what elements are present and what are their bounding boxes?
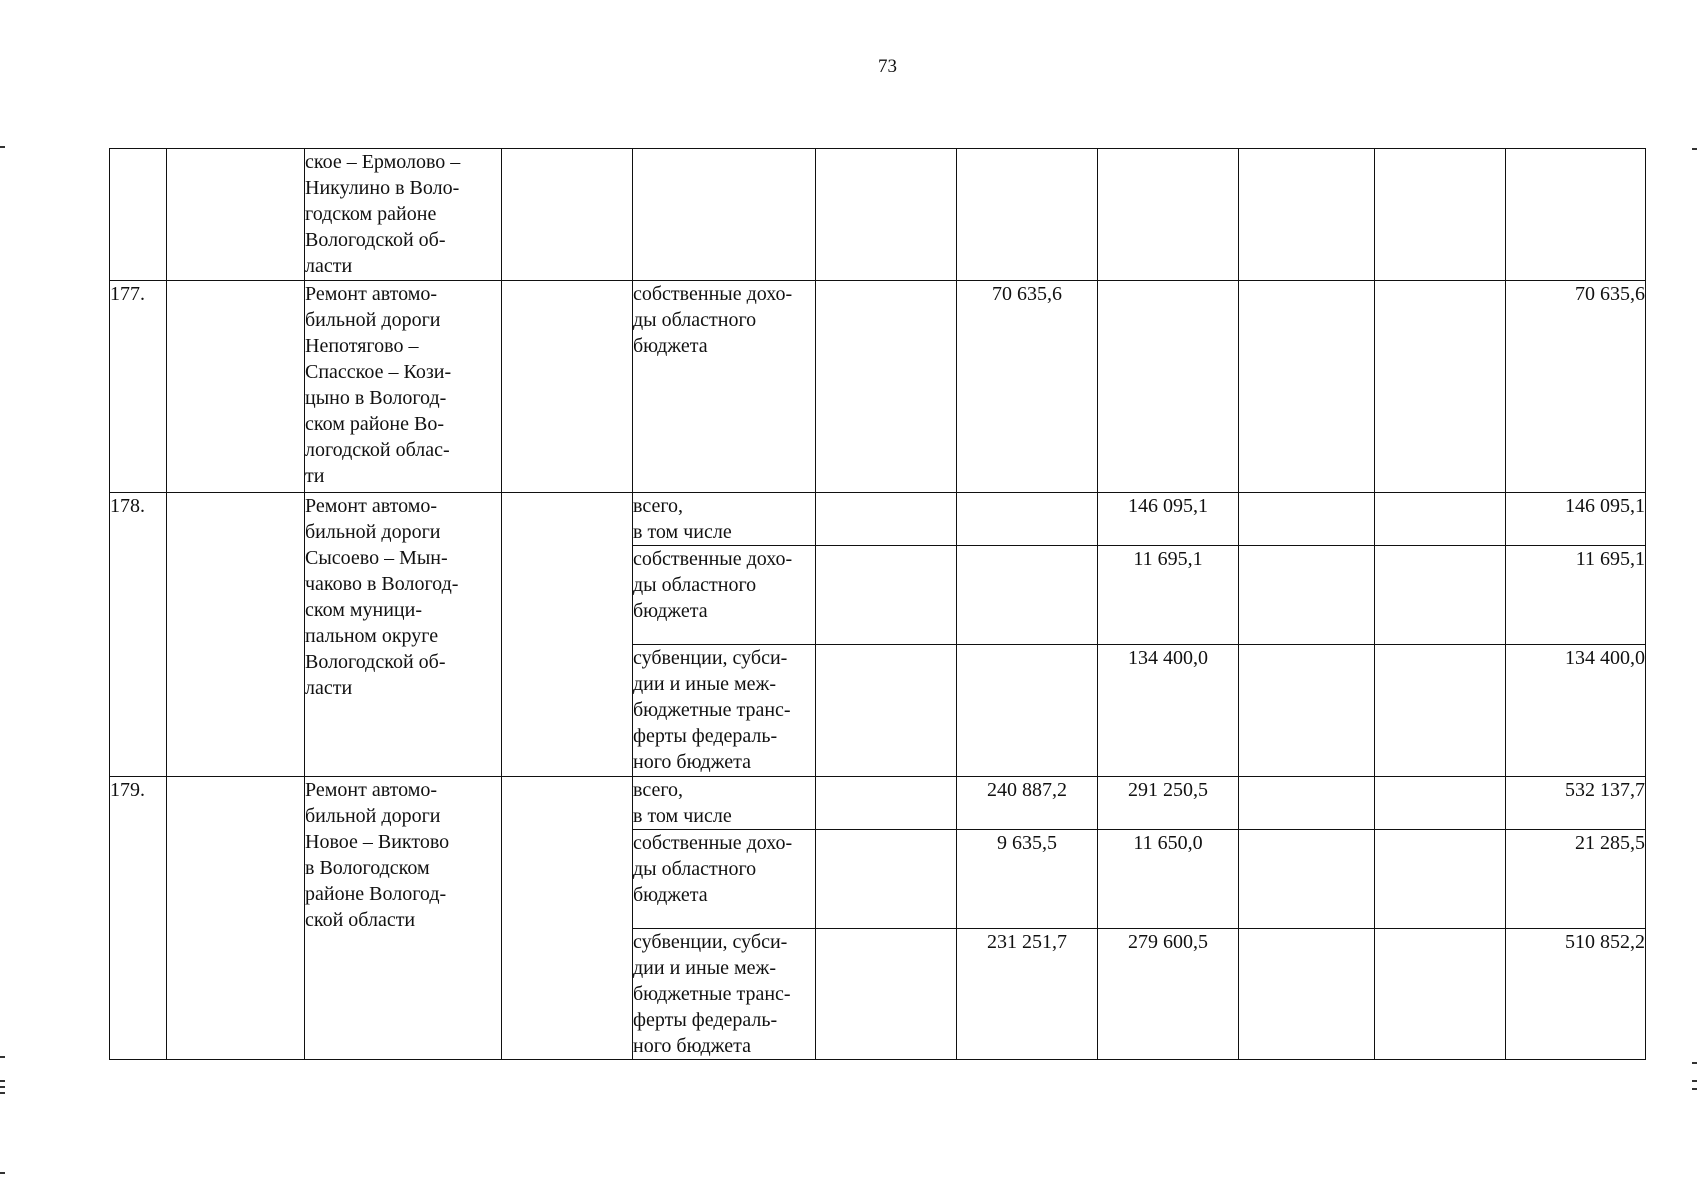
cell-empty xyxy=(957,149,1098,281)
scan-mark xyxy=(0,1092,5,1094)
name-line: чаково в Вологод- xyxy=(305,573,459,595)
source-line: бюджетные транс- xyxy=(633,983,791,1005)
name-line: в Вологодском xyxy=(305,857,430,879)
cell-value-2024: 146 095,1 xyxy=(1098,493,1239,546)
source-line: бюджета xyxy=(633,600,708,622)
cell-object-name xyxy=(305,493,502,777)
cell-empty xyxy=(502,281,633,493)
cell-value-2023: 231 251,7 xyxy=(957,929,1098,1060)
source-line: ного бюджета xyxy=(633,1035,751,1057)
budget-table xyxy=(109,148,1646,1060)
cell-empty xyxy=(816,281,957,493)
cell-total: 532 137,7 xyxy=(1506,777,1646,830)
cell-value-2024: 291 250,5 xyxy=(1098,777,1239,830)
cell-empty xyxy=(1375,149,1506,281)
cell-empty xyxy=(1239,777,1375,830)
name-line: Непотягово – xyxy=(305,335,419,357)
name-line: ласти xyxy=(305,677,353,699)
name-line: ской области xyxy=(305,909,416,931)
cell-empty xyxy=(1506,149,1646,281)
cell-empty xyxy=(1375,281,1506,493)
cell-empty xyxy=(1239,546,1375,645)
source-line: в том числе xyxy=(633,805,732,827)
source-line: дии и иные меж- xyxy=(633,957,777,979)
cell-empty xyxy=(1239,149,1375,281)
cell-number: 179. xyxy=(110,777,167,1060)
table-row-continuation xyxy=(110,149,1646,281)
cell-empty xyxy=(816,777,957,830)
cell-object-name xyxy=(305,149,502,281)
cell-source xyxy=(633,149,816,281)
cell-empty xyxy=(1375,777,1506,830)
cell-total: 70 635,6 xyxy=(1506,281,1646,493)
scan-mark xyxy=(0,1080,5,1082)
cell-empty xyxy=(1239,929,1375,1060)
scan-mark xyxy=(0,1056,5,1058)
cell-source xyxy=(633,493,816,546)
cell-empty xyxy=(1098,149,1239,281)
cell-empty xyxy=(1239,645,1375,777)
cell-empty xyxy=(502,777,633,1060)
source-line: бюджета xyxy=(633,335,708,357)
cell-source xyxy=(633,777,816,830)
cell-object-name xyxy=(305,281,502,493)
name-line: бильной дороги xyxy=(305,521,441,543)
scan-mark xyxy=(1692,148,1697,150)
cell-value-2023: 240 887,2 xyxy=(957,777,1098,830)
source-line: ды областного xyxy=(633,858,757,880)
name-line: ласти xyxy=(305,255,353,277)
name-line: цыно в Вологод- xyxy=(305,387,447,409)
cell-empty xyxy=(502,149,633,281)
cell-value-2023: 9 635,5 xyxy=(957,830,1098,929)
table-row-177 xyxy=(110,281,1646,493)
cell-empty xyxy=(957,546,1098,645)
cell-code xyxy=(167,149,305,281)
cell-empty xyxy=(1375,493,1506,546)
cell-total: 510 852,2 xyxy=(1506,929,1646,1060)
cell-empty xyxy=(1375,929,1506,1060)
cell-empty xyxy=(957,645,1098,777)
name-line: Ремонт автомо- xyxy=(305,495,438,517)
page-number: 73 xyxy=(878,56,897,77)
cell-empty xyxy=(1375,830,1506,929)
source-line: ферты федераль- xyxy=(633,725,778,747)
cell-source xyxy=(633,546,816,645)
cell-value-2024: 279 600,5 xyxy=(1098,929,1239,1060)
name-line: районе Вологод- xyxy=(305,883,447,905)
source-line: ды областного xyxy=(633,309,757,331)
source-line: всего, xyxy=(633,495,684,517)
source-line: собственные дохо- xyxy=(633,283,793,305)
source-line: в том числе xyxy=(633,521,732,543)
name-line: ском районе Во- xyxy=(305,413,445,435)
cell-empty xyxy=(1239,281,1375,493)
cell-total: 11 695,1 xyxy=(1506,546,1646,645)
source-line: бюджета xyxy=(633,884,708,906)
cell-value-2023: 70 635,6 xyxy=(957,281,1098,493)
cell-code xyxy=(167,281,305,493)
cell-empty xyxy=(1375,546,1506,645)
name-line: ское – Ермолово – xyxy=(305,151,461,173)
name-line: Ремонт автомо- xyxy=(305,779,438,801)
table-row-178 xyxy=(110,493,1646,546)
cell-empty xyxy=(1239,493,1375,546)
cell-empty xyxy=(816,149,957,281)
cell-source xyxy=(633,645,816,777)
cell-code xyxy=(167,777,305,1060)
cell-source xyxy=(633,929,816,1060)
name-line: Вологодской об- xyxy=(305,229,446,251)
name-line: Вологодской об- xyxy=(305,651,446,673)
name-line: ти xyxy=(305,465,325,487)
cell-number xyxy=(110,149,167,281)
cell-object-name xyxy=(305,777,502,1060)
cell-empty xyxy=(1375,645,1506,777)
name-line: логодской облас- xyxy=(305,439,450,461)
name-line: Никулино в Воло- xyxy=(305,177,460,199)
name-line: годском районе xyxy=(305,203,437,225)
name-line: Ремонт автомо- xyxy=(305,283,438,305)
cell-empty xyxy=(1239,830,1375,929)
cell-empty xyxy=(957,493,1098,546)
source-line: дии и иные меж- xyxy=(633,673,777,695)
source-line: ферты федераль- xyxy=(633,1009,778,1031)
name-line: Сысоево – Мын- xyxy=(305,547,448,569)
source-line: ды областного xyxy=(633,574,757,596)
cell-total: 21 285,5 xyxy=(1506,830,1646,929)
table-row-179 xyxy=(110,777,1646,830)
source-line: субвенции, субси- xyxy=(633,931,788,953)
name-line: ском муници- xyxy=(305,599,422,621)
scan-mark xyxy=(0,1086,5,1088)
cell-total: 146 095,1 xyxy=(1506,493,1646,546)
scan-mark xyxy=(1692,1088,1697,1090)
cell-empty xyxy=(816,645,957,777)
cell-value-2024: 11 695,1 xyxy=(1098,546,1239,645)
name-line: Новое – Виктово xyxy=(305,831,450,853)
cell-number: 177. xyxy=(110,281,167,493)
scan-mark xyxy=(0,146,5,148)
name-line: бильной дороги xyxy=(305,805,441,827)
cell-code xyxy=(167,493,305,777)
cell-value-2024: 11 650,0 xyxy=(1098,830,1239,929)
source-line: собственные дохо- xyxy=(633,548,793,570)
cell-empty xyxy=(502,493,633,777)
cell-empty xyxy=(816,546,957,645)
source-line: ного бюджета xyxy=(633,751,751,773)
cell-source xyxy=(633,830,816,929)
cell-empty xyxy=(816,830,957,929)
name-line: бильной дороги xyxy=(305,309,441,331)
cell-total: 134 400,0 xyxy=(1506,645,1646,777)
cell-empty xyxy=(816,493,957,546)
source-line: субвенции, субси- xyxy=(633,647,788,669)
source-line: собственные дохо- xyxy=(633,832,793,854)
name-line: пальном округе xyxy=(305,625,439,647)
scan-mark xyxy=(0,1172,5,1174)
scan-mark xyxy=(1692,1062,1697,1064)
cell-number: 178. xyxy=(110,493,167,777)
name-line: Спасское – Кози- xyxy=(305,361,452,383)
cell-value-2024: 134 400,0 xyxy=(1098,645,1239,777)
scan-mark xyxy=(1692,1080,1697,1082)
cell-empty xyxy=(816,929,957,1060)
cell-empty xyxy=(1098,281,1239,493)
cell-source xyxy=(633,281,816,493)
source-line: бюджетные транс- xyxy=(633,699,791,721)
source-line: всего, xyxy=(633,779,684,801)
